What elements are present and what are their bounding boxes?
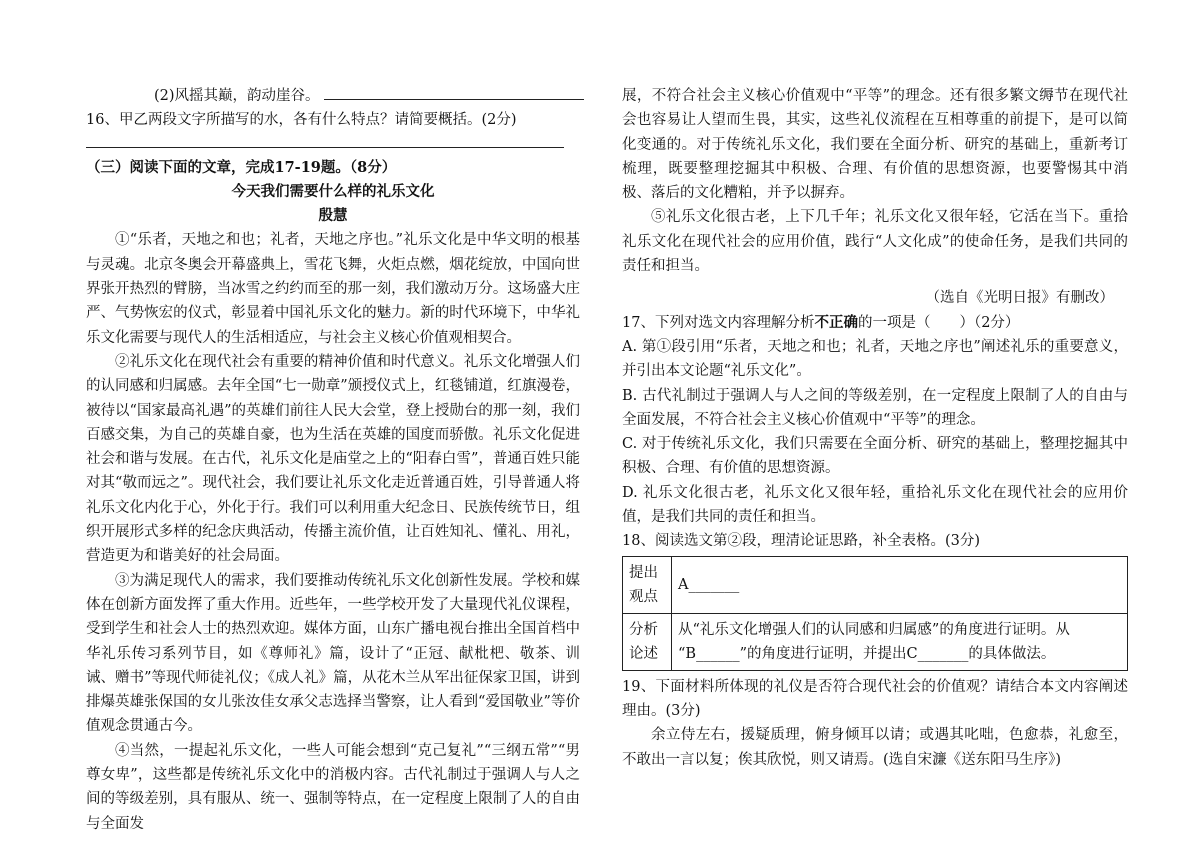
option-c[interactable]: C. 对于传统礼乐文化，我们只需要在全面分析、研究的基础上，整理挖掘其中积极、合理、有价值的思想资源。 (622, 436, 1128, 477)
paragraph-1: ①“乐者，天地之和也；礼者，天地之序也。”礼乐文化是中华文明的根基与灵魂。北京冬奥会开幕盛典上，雪花飞舞，火炬点燃，烟花绽放，中国向世界张开热烈的臂膀，当冰雪之约约而至的那一刻，我们激动万分。这场盛大庄严、气势恢宏的仪式，彰显着中国礼乐文化的魅力。新的时代环境下，中华礼乐文化需要与现代人的生活相适应，与社会主义核心价值观相契合。 (86, 232, 580, 346)
paragraph-3: ③为满足现代人的需求，我们要推动传统礼乐文化创新性发展。学校和媒体在创新方面发挥了重大作用。近些年，一些学校开发了大量现代礼仪课程，受到学生和社会人士的热烈欢迎。媒体方面，山东广播电视台推出全国首档中华礼乐传习系列节目，如《尊师礼》篇，设计了“正冠、献枇杷、敬茶、训诫、赠书”等现代师徒礼仪；《成人礼》篇，从花木兰从军出征保家卫国，讲到排爆英雄张保国的女儿张汝佳女承父志选择当警察，让人看到“爱国敬业”等价值观念贯通古今。 (86, 572, 580, 735)
answer-line[interactable] (86, 147, 564, 148)
answer-blank[interactable] (324, 85, 584, 100)
q17-text-end: 的一项是（ ）（2分） (857, 314, 1020, 331)
analysis-line-2: “B______”的角度进行证明，并提出C_______的具体做法。 (678, 645, 1056, 662)
question-19-material: 余立侍左右，援疑质理，俯身倾耳以请；或遇其叱咄，色愈恭，礼愈至，不敢出一言以复；俟其欣悦，则又请焉。(选自宋濂《送东阳马生序》) (622, 727, 1128, 768)
left-column (86, 84, 580, 836)
question-15-item-2 (86, 84, 580, 108)
question-19: 19、下面材料所体现的礼仪是否符合现代社会的价值观？请结合本文内容阐述理由。(3分) (622, 678, 1128, 719)
option-b[interactable]: B. 古代礼制过于强调人与人之间的等级差别，在一定程度上限制了人的自由与全面发展，不符合社会主义核心价值观中“平等”的理念。 (622, 387, 1128, 428)
right-column (622, 84, 1128, 772)
paragraph-4: ④当然，一提起礼乐文化，一些人可能会想到“克己复礼”“三纲五常”“男尊女卑”，这些都是传统礼乐文化中的消极内容。古代礼制过于强调人与人之间的等级差别，具有服从、统一、强制等特点，在一定程度上限制了人的自由与全面发 (86, 742, 580, 832)
item-2-text: (2)风摇其巅，韵动崖谷。 (154, 88, 320, 104)
paragraph-2: ②礼乐文化在现代社会有重要的精神价值和时代意义。礼乐文化增强人们的认同感和归属感。去年全国“七一勋章”颁授仪式上，红毯铺道，红旗漫卷，被待以“国家最高礼遇”的英雄们前往人民大会堂，登上授勋台的那一刻，我们百感交集，为自己的英雄自豪，也为生活在英雄的国度而骄傲。礼乐文化促进社会和谐与发展。在古代，礼乐文化是庙堂之上的“阳春白雪”，普通百姓只能对其“敬而远之”。现代社会，我们要让礼乐文化走近普通百姓，引导普通人将礼乐文化内化于心，外化于行。我们可以利用重大纪念日、民族传统节日，组织开展形式多样的纪念庆典活动，传播主流价值，让百姓知礼、懂礼、用礼，营造更为和谐美好的社会局面。 (86, 353, 580, 565)
paragraph-4-continued: 展，不符合社会主义核心价值观中“平等”的理念。还有很多繁文缛节在现代社会也容易让人望而生畏，其实，这些礼仪流程在互相尊重的前提下，是可以简化变通的。对于传统礼乐文化，我们要在全面分析、研究的基础上，重新考订梳理，既要整理挖掘其中积极、合理、有价值的思想资源，也要警惕其中消极、落后的文化糟粕，并予以摒弃。 (622, 88, 1128, 202)
article-author: 殷慧 (318, 207, 348, 225)
q17-emphasis: 不正确 (814, 313, 858, 331)
argument-table (622, 556, 1128, 671)
option-a[interactable]: A. 第①段引用“乐者，天地之和也；礼者，天地之序也”阐述礼乐的重要意义，并引出本文论题“礼乐文化”。 (622, 338, 1128, 380)
analysis-cell[interactable] (672, 613, 1128, 670)
table-row (623, 556, 1128, 613)
question-18: 18、阅读选文第②段，理清论证思路，补全表格。(3分) (622, 533, 980, 550)
table-row (623, 613, 1128, 670)
paragraph-5: ⑤礼乐文化很古老，上下几千年；礼乐文化又很年轻，它活在当下。重拾礼乐文化在现代社会的应用价值，践行“人文化成”的使命任务，是我们共同的责任和担当。 (622, 209, 1128, 275)
question-17 (622, 311, 1128, 335)
section-3-heading: （三）阅读下面的文章，完成17-19题。（8分） (86, 158, 397, 176)
article-title: 今天我们需要什么样的礼乐文化 (231, 182, 435, 200)
analysis-line-1: 从“礼乐文化增强人们的认同感和归属感”的角度进行证明。从 (678, 621, 1070, 638)
row-head-analysis: 分析论述 (623, 613, 672, 670)
q17-text: 17、下列对选文内容理解分析 (622, 314, 815, 331)
option-d[interactable]: D. 礼乐文化很古老，礼乐文化又很年轻，重拾礼乐文化在现代社会的应用价值，是我们共同的责任和担当。 (622, 484, 1128, 526)
article-source: （选自《光明日报》有删改） (925, 290, 1114, 307)
row-head-viewpoint: 提出观点 (623, 556, 672, 613)
question-16: 16、甲乙两段文字所描写的水，各有什么特点？请简要概括。(2分) (86, 112, 517, 129)
answer-cell-a[interactable]: A_______ (672, 556, 1128, 613)
